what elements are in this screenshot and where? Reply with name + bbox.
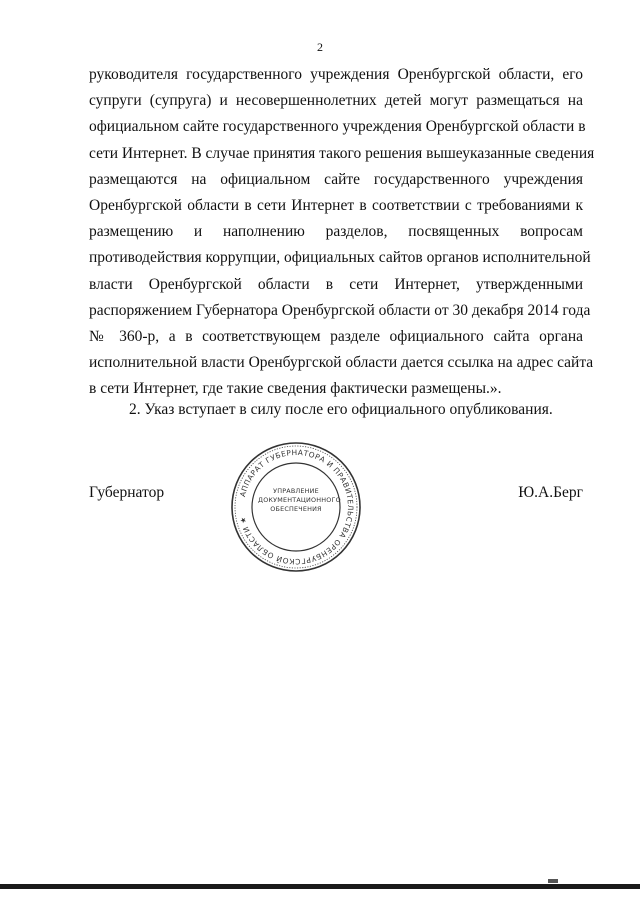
text-line: официальном сайте государственного учреждения Оренбургской области в <box>89 118 586 136</box>
seal-center-line: ДОКУМЕНТАЦИОННОГО <box>258 496 341 504</box>
text-line: власти Оренбургской области в сети Интернет, утвержденными <box>89 275 583 293</box>
text-line: распоряжением Губернатора Оренбургской области от 30 декабря 2014 года <box>89 301 591 319</box>
signatory-title: Губернатор <box>89 484 165 501</box>
page-bottom-border <box>0 884 640 889</box>
text-line: размещаются на официальном сайте государственного учреждения <box>89 170 583 188</box>
text-line: сети Интернет. В случае принятия такого решения вышеуказанные сведения <box>89 144 595 162</box>
text-line: супруги (супруга) и несовершеннолетних детей могут размещаться на <box>89 92 583 110</box>
text-line: исполнительной власти Оренбургской области дается ссылка на адрес сайта <box>89 354 594 372</box>
seal-center-line: УПРАВЛЕНИЕ <box>273 487 319 495</box>
page-number: 2 <box>317 40 323 54</box>
text-line: противодействия коррупции, официальных сайтов органов исполнительной <box>89 249 591 267</box>
seal-center-line: ОБЕСПЕЧЕНИЯ <box>270 505 322 513</box>
text-line: в сети Интернет, где такие сведения фактически размещены.». <box>89 380 502 398</box>
body-paragraph <box>89 62 595 402</box>
scan-mark <box>548 879 558 883</box>
text-line: руководителя государственного учреждения Оренбургской области, его <box>89 66 583 83</box>
seal-center-text <box>258 487 341 514</box>
seal-ring-text: АППАРАТ ГУБЕРНАТОРА И ПРАВИТЕЛЬСТВА ОРЕНБУРГСКОЙ ОБЛАСТИ ★ <box>237 447 356 567</box>
text-line: Оренбургской области в сети Интернет в соответствии с требованиями к <box>89 196 583 214</box>
text-line: № 360-р, а в соответствующем разделе официального сайта органа <box>89 327 583 345</box>
text-line: размещению и наполнению разделов, посвященных вопросам <box>89 223 583 241</box>
item-2-text: 2. Указ вступает в силу после его официального опубликования. <box>129 401 553 418</box>
signatory-name: Ю.А.Берг <box>518 484 583 501</box>
